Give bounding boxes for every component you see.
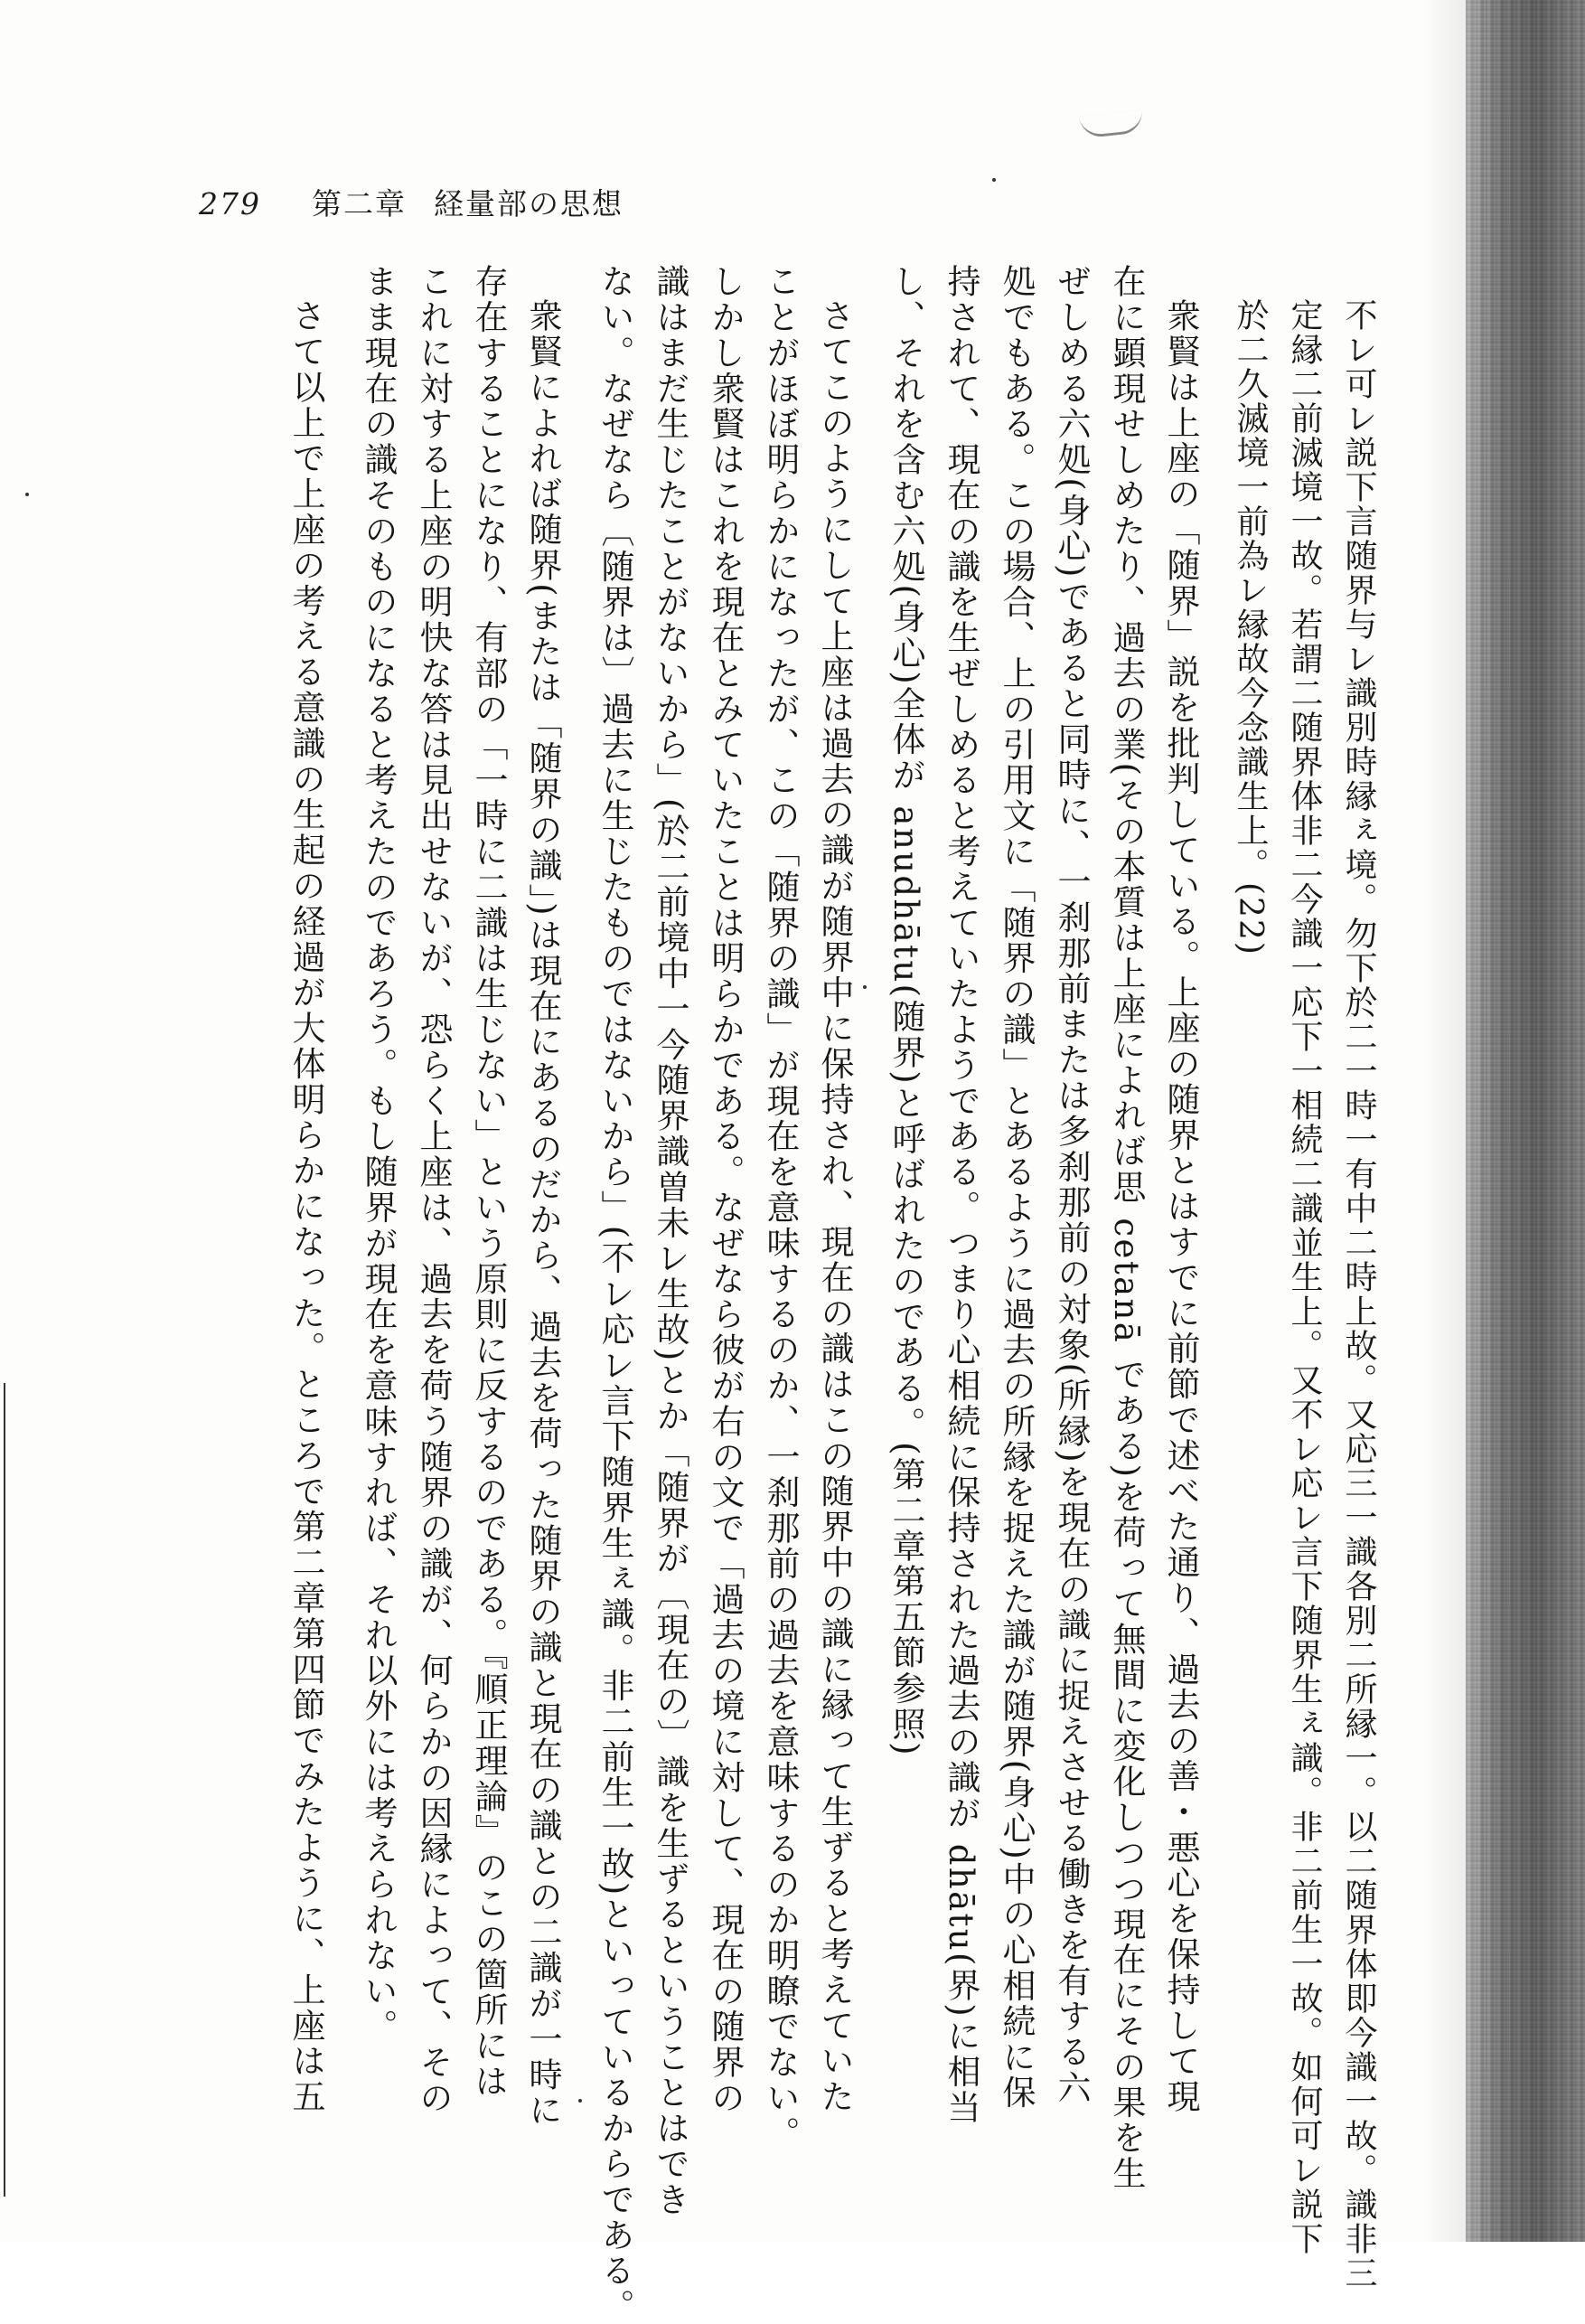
- text-column: 識はまだ生じたことがないから」(於二前境中一今随界識曽未レ生故)とか「随界が〔現在の〕識を生ずるということはでき: [651, 264, 689, 2218]
- page-number: 279: [199, 186, 261, 221]
- text-column: 於二久滅境一前為レ縁故今念識生上。(22): [1232, 298, 1269, 956]
- text-column: 処でもある。この場合、上の引用文に「随界の識」とあるように過去の所縁を捉えた識が随界(身心)中の心相続に保: [997, 264, 1036, 2112]
- text-column: ことがほぼ明らかになったが、この「随界の識」が現在を意味するのか、一刹那前の過去を意味するのか明瞭でない。: [761, 264, 800, 2152]
- scanner-edge-fade: [1422, 0, 1477, 2242]
- speck: [863, 985, 867, 989]
- scanner-edge-shadow: [1466, 0, 1585, 2242]
- speck: [992, 178, 996, 182]
- text-column: 衆賢は上座の「随界」説を批判している。上座の随界とはすでに前節で述べた通り、過去の善・悪心を保持して現: [1161, 298, 1200, 2115]
- text-column: さて以上で上座の考える意識の生起の経過が大体明らかになった。ところで第二章第四節でみたように、上座は五: [286, 298, 325, 2115]
- text-column: ぜしめる六処(身心)であると同時に、一刹那前または多刹那前の対象(所縁)を現在の識に捉えさせる働きを有する六: [1052, 264, 1091, 2106]
- speck: [25, 493, 29, 496]
- text-column: 定縁二前滅境一故。若謂二随界体非二今識一応下一相続二識並生上。又不レ応レ言下随界生ぇ識。非二前生一故。如何可レ説下: [1286, 298, 1323, 2256]
- text-column: しかし衆賢はこれを現在とみていたことは明らかである。なぜなら彼が右の文で「過去の境に対して、現在の随界の: [706, 264, 745, 2116]
- text-column: さてこのようにして上座は過去の識が随界中に保持され、現在の識はこの随界中の識に縁って生ずると考えていた: [815, 298, 854, 2115]
- text-column: 衆賢によれば随界(または「随界の識」)は現在にあるのだから、過去を荷った随界の識と現在の識との二識が一時に: [523, 298, 562, 2129]
- speck: [578, 2099, 582, 2103]
- text-column: 存在することになり、有部の「一時に二識は生じない」という原則に反するのである。『順正理論』のこの箇所には: [469, 264, 508, 2100]
- text-column: し、それを含む六処(身心)全体が anudhātu(随界)と呼ばれたのである。(第二章第五節参照): [886, 264, 925, 1757]
- text-column: ない。なぜなら〔随界は〕過去に生じたものではないから」(不レ応レ言下随界生ぇ識。非二前生一故)といっているからである。: [596, 264, 634, 2324]
- text-column: 不レ可レ説下言随界与レ識別時縁ぇ境。勿下於二一時一有中二時上故。又応三一識各別二所縁一。以二随界体即今識一故。識非三: [1340, 298, 1377, 2291]
- binding-edge-line: [4, 1383, 5, 2197]
- ink-smudge: [1079, 109, 1144, 138]
- text-column: まま現在の識そのものになると考えたのであろう。もし随界が現在を意味すれば、それ以外には考えられない。: [359, 264, 398, 2045]
- chapter-title: 経量部の思想: [434, 186, 624, 221]
- text-column: これに対する上座の明快な答は見出せないが、恐らく上座は、過去を荷う随界の識が、何らかの因縁によって、その: [414, 264, 453, 2116]
- running-head: [199, 181, 624, 223]
- chapter-label: 第二章: [312, 186, 407, 221]
- text-column: 持されて、現在の識を生ぜしめると考えていたようである。つまり心相続に保持された過去の識が dhātu(界)に相当: [942, 264, 980, 2126]
- text-column: 在に顕現せしめたり、過去の業(その本質は上座によれば思 cetanā である)を荷って無間に変化しつつ現在にその果を生: [1107, 264, 1146, 2192]
